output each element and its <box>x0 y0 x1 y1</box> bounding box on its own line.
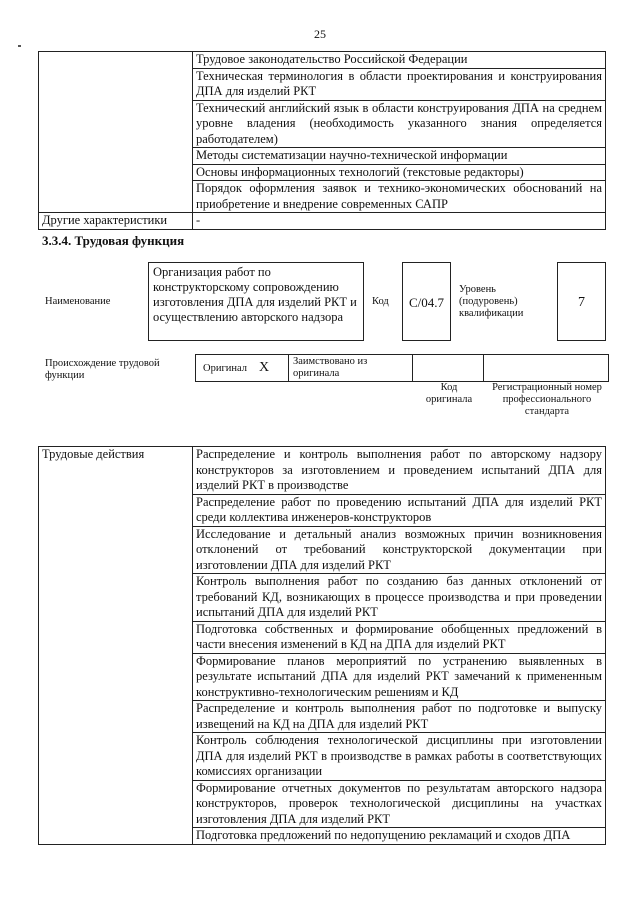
function-name-box: Организация работ по конструкторскому сопровождению изготовления ДПА для изделий РКТ и осуществлению авторского надзора <box>148 262 364 341</box>
cell-divider <box>412 355 413 381</box>
labor-action-item: Исследование и детальный анализ возможных причин возникновения отклонений от требований конструкторской документации при изготовлении ДПА для изделий РКТ <box>193 526 606 574</box>
cell-divider <box>483 355 484 381</box>
code-value-box: C/04.7 <box>402 262 451 341</box>
scan-mark <box>18 45 21 47</box>
name-label: Наименование <box>45 296 111 307</box>
knowledge-item: Порядок оформления заявок и технико-экономических обоснований на приобретение и внедрение современных САПР <box>193 181 606 213</box>
knowledge-item: Техническая терминология в области проектирования и конструирования ДПА для изделий РКТ <box>193 68 606 100</box>
level-label: Уровень (подуровень) квалификации <box>459 284 524 319</box>
labor-actions-table <box>38 446 606 845</box>
original-mark: X <box>259 360 270 375</box>
section-title: 3.3.4. Трудовая функция <box>42 233 185 248</box>
knowledge-table <box>38 51 606 230</box>
labor-action-item: Формирование отчетных документов по результатам авторского надзора конструкторов, проверок технологической дисциплины на участках изготовления ДПА для изделий РКТ <box>193 780 606 828</box>
labor-actions-label: Трудовые действия <box>39 447 193 845</box>
labor-action-item: Распределение и контроль выполнения работ по подготовке и выпуску извещений на КД на ДПА для изделий РКТ <box>193 701 606 733</box>
labor-action-item: Контроль выполнения работ по созданию баз данных отклонений от требований КД, возникающих в процессе производства и при проведении испытаний ДПА для изделий РКТ <box>193 574 606 622</box>
origin-label: Происхождение трудовой функции <box>45 358 160 381</box>
knowledge-item: Основы информационных технологий (текстовые редакторы) <box>193 164 606 181</box>
knowledge-label-cell <box>39 52 193 213</box>
origin-row <box>195 354 609 382</box>
labor-action-item: Распределение и контроль выполнения работ по авторскому надзору конструкторов за изготовлением и проведением испытаний ДПА для изделий РКТ в производстве <box>193 447 606 495</box>
labor-action-item: Подготовка собственных и формирование обобщенных предложений в части внесения изменений в КД на ДПА для изделий РКТ <box>193 621 606 653</box>
table-row <box>39 52 606 69</box>
reg-number-caption: Регистрационный номер профессионального стандарта <box>492 382 602 417</box>
labor-action-item: Подготовка предложений по недопущению рекламаций и сходов ДПА <box>193 828 606 845</box>
code-original-caption: Код оригинала <box>425 382 473 405</box>
knowledge-item: Трудовое законодательство Российской Федерации <box>193 52 606 69</box>
table-row <box>39 447 606 495</box>
table-row <box>39 213 606 230</box>
original-label: Оригинал <box>203 363 247 374</box>
labor-action-item: Формирование планов мероприятий по устранению выявленных в результате испытаний ДПА для изделий РКТ замечаний к примененным конструктивно-технологическим решениям и КД <box>193 653 606 701</box>
origin-original-cell <box>196 355 289 381</box>
code-label: Код <box>372 296 389 307</box>
other-characteristics-value: - <box>193 213 606 230</box>
borrowed-label: Заимствовано из оригинала <box>293 356 368 379</box>
other-characteristics-label: Другие характеристики <box>39 213 193 230</box>
knowledge-item: Технический английский язык в области конструирования ДПА на среднем уровне владения (необходимость указанного знания определяется работодателем) <box>193 100 606 148</box>
page-number: 25 <box>314 27 326 41</box>
labor-action-item: Распределение работ по проведению испытаний ДПА для изделий РКТ среди коллектива инженеров-конструкторов <box>193 494 606 526</box>
knowledge-item: Методы систематизации научно-технической информации <box>193 148 606 165</box>
level-value-box: 7 <box>557 262 606 341</box>
labor-action-item: Контроль соблюдения технологической дисциплины при изготовлении ДПА для изделий РКТ в производстве в рамках работы в соответствующих комиссиях организации <box>193 733 606 781</box>
